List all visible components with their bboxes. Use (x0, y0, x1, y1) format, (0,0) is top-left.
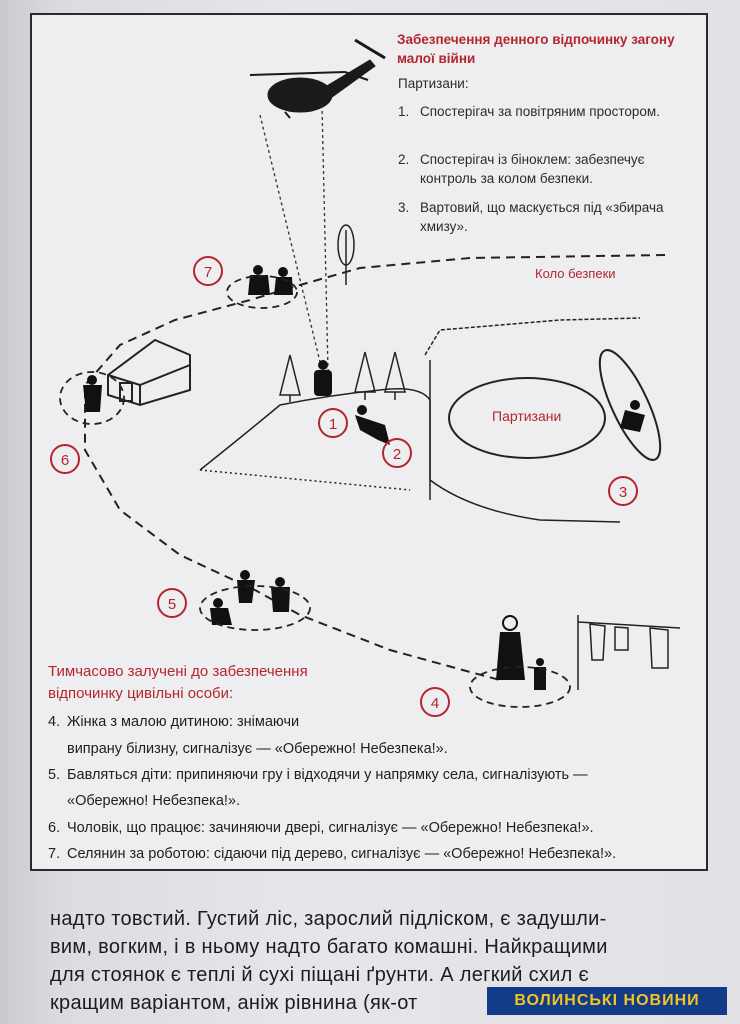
marker-4: 4 (420, 687, 450, 717)
safety-ring-label: Коло безпеки (535, 266, 616, 281)
helicopter-icon (250, 40, 385, 118)
civilian-7-number: 7. (48, 846, 61, 862)
person-figures (83, 265, 645, 690)
civilians-title: Тимчасово залучені до забезпечення відпочинку цивільні особи: (48, 663, 308, 702)
marker-6: 6 (50, 444, 80, 474)
marker-2: 2 (382, 438, 412, 468)
body-line-1: надто товстий. Густий ліс, зарослий підліском, є задушли- (50, 908, 607, 930)
role-2-text: Спостерігач із біноклем: забезпечує контроль за колом безпеки. (420, 152, 645, 186)
body-line-3: для стоянок є теплі й сухі піщані ґрунти. А легкий схил є (50, 964, 589, 986)
civilian-4-line-2: випрану білизну, сигналізує — «Обережно! Небезпека!». (67, 741, 448, 757)
tree-icon (338, 225, 354, 285)
body-line-4: кращим варіантом, аніж рівнина (як-от (50, 992, 418, 1014)
civilian-4-line-1: Жінка з малою дитиною: знімаючи (67, 714, 300, 730)
partisans-heading: Партизани: (398, 76, 469, 91)
zone-ellipses (60, 276, 570, 707)
civilian-6-line-1: Чоловік, що працює: зачиняючи двері, сигналізує — «Обережно! Небезпека!». (67, 820, 594, 836)
role-3-number: 3. (398, 200, 410, 215)
watermark-logo: ВОЛИНСЬКІ НОВИНИ (487, 987, 727, 1015)
marker-7: 7 (193, 256, 223, 286)
house-icon (108, 340, 190, 405)
marker-5: 5 (157, 588, 187, 618)
role-1-text: Спостерігач за повітряним простором. (420, 104, 660, 119)
civilian-5-line-1: Бавляться діти: припиняючи гру і відходячи у напрямку села, сигналізують — (67, 767, 588, 783)
civilian-5-line-2: «Обережно! Небезпека!». (67, 793, 241, 809)
marker-1: 1 (318, 408, 348, 438)
role-2-number: 2. (398, 152, 410, 167)
camp-label: Партизани (492, 408, 562, 424)
marker-3: 3 (608, 476, 638, 506)
body-line-2: вим, вогким, і в ньому надто багато комашні. Найкращими (50, 936, 608, 958)
civilian-5-number: 5. (48, 767, 61, 783)
observation-cone (260, 105, 328, 370)
role-3-text: Вартовий, що маскується під «збирача хмизу». (420, 200, 664, 234)
laundry-line-icon (578, 615, 680, 690)
diagram-title: Забезпечення денного відпочинку загону малої війни (397, 32, 675, 66)
civilian-6-number: 6. (48, 820, 61, 836)
hill-illustration (200, 318, 640, 522)
civilian-4-number: 4. (48, 714, 61, 730)
civilian-7-line-1: Селянин за роботою: сідаючи під дерево, сигналізує — «Обережно! Небезпека!». (67, 846, 617, 862)
role-1-number: 1. (398, 104, 410, 119)
